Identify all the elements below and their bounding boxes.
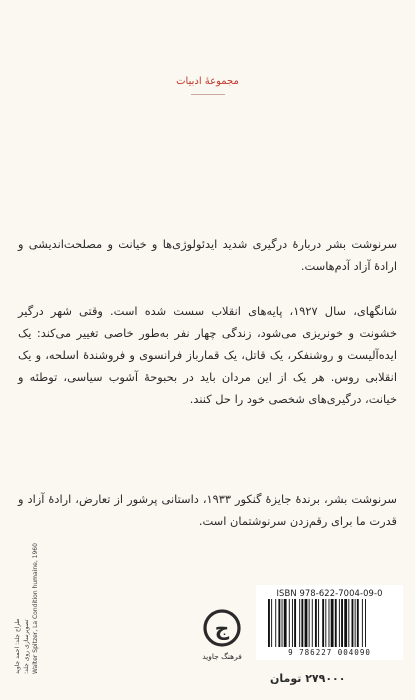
barcode-icon xyxy=(268,599,396,647)
credit-artwork: Walter Spitzer, La Condition humaine, 1960 xyxy=(32,543,39,674)
credit-designer: طراح جلد: احمد جاوید xyxy=(14,618,21,674)
cover-credits xyxy=(14,543,96,674)
blurb-paragraph-1: سرنوشت بشر دربارهٔ درگیری شدید ایدئولوژی‌ها و خیانت و مصلحت‌اندیشی و ارادهٔ آزاد آدم‌هاست. xyxy=(18,237,397,273)
barcode-block xyxy=(256,585,403,660)
barcode-digits: 9 786227 004090 xyxy=(288,648,371,657)
price-label: ۲۷۹۰۰۰ تومان xyxy=(270,672,346,685)
series-label: مجموعهٔ ادبیات xyxy=(176,76,239,87)
logo-letter: ج xyxy=(214,616,230,640)
blurb-paragraph-3: سرنوشت بشر، برندهٔ جایزهٔ گنکور ۱۹۳۳، داستانی پرشور از تعارض، ارادهٔ آزاد و قدرت ما برای رقم‌زدن سرنوشتمان است. xyxy=(18,492,397,528)
publisher-emblem-icon xyxy=(202,606,242,650)
blurb-paragraph-2: شانگهای، سال ۱۹۲۷، پایه‌های انقلاب سست شده است. وقتی شهر درگیر خشونت و خونریزی می‌شود، زندگی چهار نفر به‌طور خاصی تغییر می‌کند: یک ایده‌آلیست و روشنفکر، یک قاتل، یک قمارباز فرانسوی و فروشندهٔ اسلحه، و یک انقلابی روس. هر یک از این مردان باید در بحبوحهٔ آشوب سیاسی، توطئه و خیانت، درگیری‌های شخصی خود را حل کنند. xyxy=(18,304,398,406)
publisher-logo xyxy=(197,606,247,678)
series-underline xyxy=(191,94,225,95)
isbn-text: ISBN 978-622-7004-09-0 xyxy=(276,588,383,598)
credit-illustration: تصویرسازی روی جلد: xyxy=(23,619,30,674)
publisher-name: فرهنگ جاوید xyxy=(202,652,242,661)
